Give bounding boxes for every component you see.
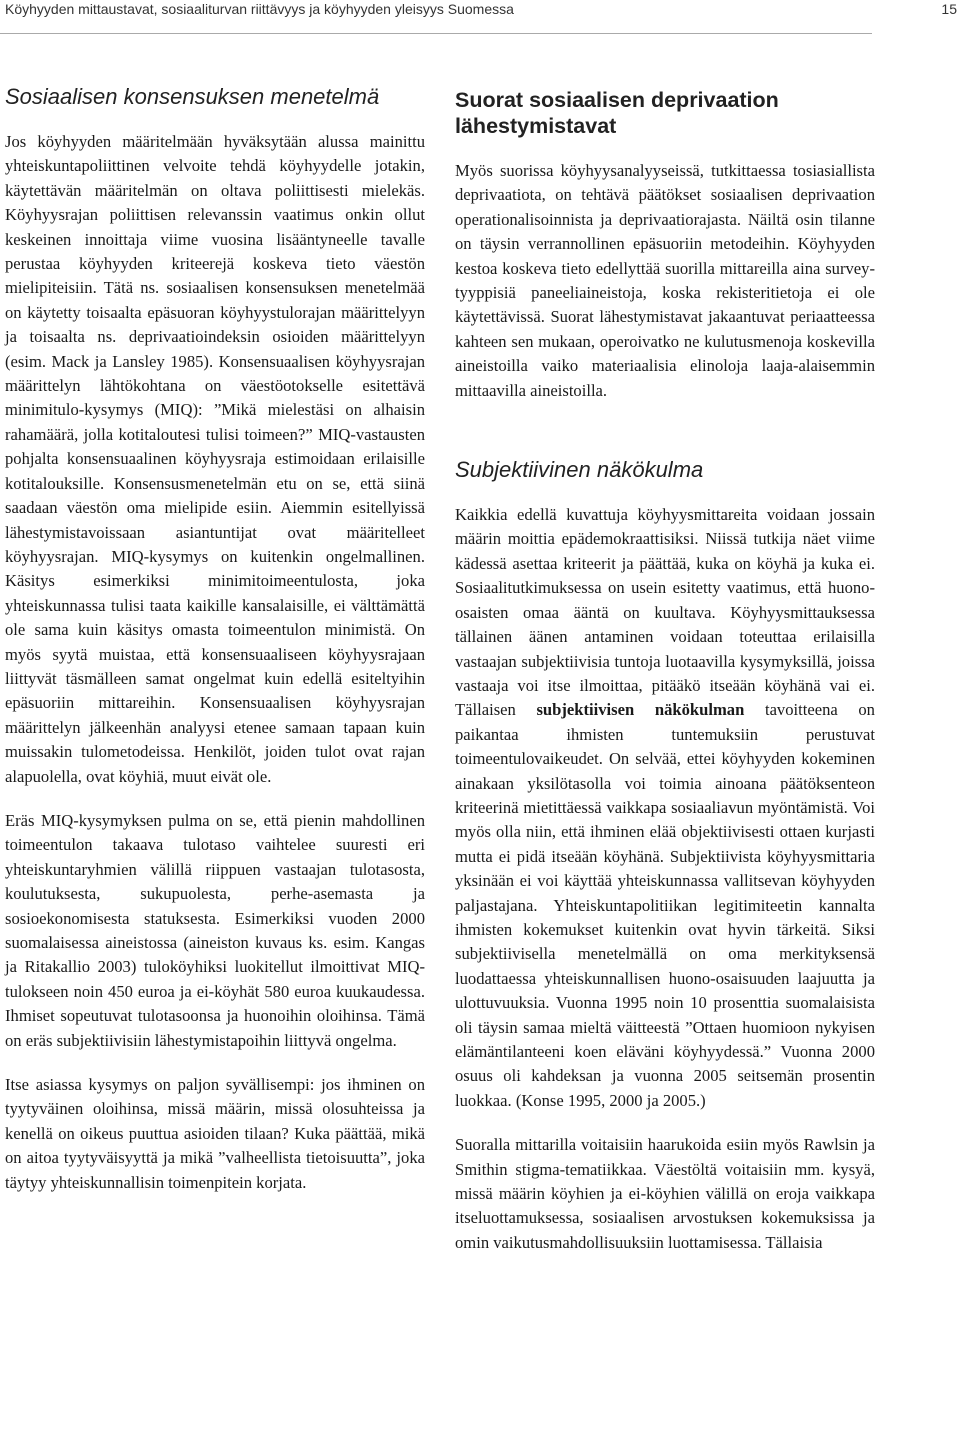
paragraph-text: Kaikkia edellä kuvattuja köyhyysmittareita voidaan jossain määrin moittia epädemokraattisiksi. Niissä tutkija näet viime kädessä asettaa kriteerit ja päättää, kuka on köyhä ja kuka ei. Sosiaalitutkimuksessa on usein esitetty vaatimus, että huono-osaisten omaa ääntä on kuultava. Köyhyysmittauksessa tällainen äänen antaminen voidaan toteuttaa erilaisilla vastaajan subjektiivisia tuntoja luotaavilla kysymyksillä, joissa vastaaja voi itse ilmoittaa, pitääkö itseään köyhänä vai ei. Tällaisen <box>455 505 875 720</box>
section-heading-subjective: Subjektiivinen näkökulma <box>455 457 704 483</box>
emphasized-term: subjektiivisen näkökulman <box>536 700 745 720</box>
paragraph: Eräs MIQ-kysymyksen pulma on se, että pienin mahdollinen toimeentulon takaava tulotaso vaihtelee suuresti eri yhteiskuntaryhmien välillä riippuen vastaajan tulotasosta, koulutuksesta, sukupuolesta, perhe-asemasta ja sosioekonomisesta statuksesta. Esimerkiksi vuoden 2000 suomalaisessa aineistossa (aineiston kuvaus ks. esim. Kangas ja Ritakallio 2003) tuloköyhiksi luokitellut ilmoittivat MIQ-tulokseen noin 450 euroa ja ei-köyhät 580 euroa kuukaudessa. Ihmiset sopeutuvat tulotasoonsa ja huonoihin oloihinsa. Tämä on eräs subjektiivisiin lähestymistapoihin liittyvä ongelma. <box>5 810 425 1050</box>
section-heading-direct-deprivation: Suorat sosiaalisen deprivaation lähestymistavat <box>455 88 779 138</box>
page-header <box>5 0 957 26</box>
paragraph: Myös suorissa köyhyysanalyyseissä, tutkittaessa tosiasiallista deprivaatiota, on tehtävä päätökset sosiaalisen deprivaation operationalisoinnista ja deprivaatiorajasta. Näiltä osin tilanne on täysin verrannollinen epäsuoriin metodeihin. Köyhyyden kestoa koskeva tieto edellyttää suorilla mittareilla aina survey-tyyppisiä paneeliaineistoja, koska rekisteritietoja ei ole käytettävissä. Suorat lähestymistavat jakaantuvat periaatteessa kahteen sen mukaan, operoivatko ne kulutusmenoja koskevilla aineistoilla vaiko materiaalisia elinoloja laaja-alaisemmin mittaavilla aineistoilla. <box>455 161 875 400</box>
left-column <box>5 80 425 1195</box>
paragraph-text: tavoitteena on paikantaa ihmisten tuntemuksiin perustuvat toimeentulovaikeudet. On selvää, ettei köyhyyden kokeminen ainakaan yksilötasolla voi toimia ainoana päätöksenteon kriteerinä mietittäessä vaikkapa sosiaaliavun myöntämistä. Voi myös olla niin, että ihminen elää objektiivisesti ottaen kurjasti mutta ei pidä itseään köyhänä. Subjektiivista köyhyysmittaria yksinään ei voi käyttää yhteiskunnassa vallitsevan köyhyyden paljastajana. Yhteiskuntapolitiikan legitimiteetin kannalta ihmisten kokemukset kuitenkin ovat hyvin tärkeitä. Siksi subjektiivisella menetelmällä on oma merkityksensä luodattaessa yhteiskunnallisen huono-osaisuuden laajuutta ja ulottuvuuksia. Vuonna 1995 noin 10 prosenttia suomalaisista oli täysin samaa mieltä väitteestä ”Ottaen huomioon nykyisen elämäntilanteeni koen eläväni köyhyydessä.” Vuonna 2000 osuus oli kahdeksan ja vuonna 2005 seitsemän prosentin luokkaa. (Konse 1995, 2000 ja 2005.) <box>455 700 875 1110</box>
section-heading-consensus: Sosiaalisen konsensuksen menetelmä <box>5 84 380 109</box>
running-title: Köyhyyden mittaustavat, sosiaaliturvan riittävyys ja köyhyyden yleisyys Suomessa <box>5 1 514 17</box>
page-number: 15 <box>941 1 957 17</box>
header-divider <box>0 33 872 34</box>
right-column <box>455 80 875 1255</box>
paragraph: Itse asiassa kysymys on paljon syvällisempi: jos ihminen on tyytyväinen oloihinsa, missä määrin, missä olosuhteissa ja kenellä on oikeus puuttua asioiden tilaan? Kuka päättää, mikä on aitoa tyytyväisyyttä ja mikä ”valheellista tietoisuutta”, joka täytyy yhteiskunnallisin toimenpitein korjata. <box>5 1075 425 1192</box>
paragraph <box>455 503 875 1113</box>
paragraph: Jos köyhyyden määritelmään hyväksytään alussa mainittu yhteiskuntapoliittinen velvoite tehdä köyhyydelle jotakin, käytettävän määritelmän on oltava poliittisesti mielekäs. Köyhyysrajan poliittisen relevanssin vaatimus onkin ollut keskeinen innoittaja viime vuosina lisääntyneelle tavalle perustaa köyhyyden kriteerejä koskeva tieto väestön mielipiteisiin. Tätä ns. sosiaalisen konsensuksen menetelmää on käytetty toisaalta epäsuoran köyhyystulorajan määrittelyyn ja toisaalta ns. deprivaatioindeksin osioiden määrittelyyn (esim. Mack ja Lansley 1985). Konsensuaalisen köyhyysrajan määrittelyn lähtökohtana on väestöotokselle esitettävä minimitulo-kysymys (MIQ): ”Mikä mielestäsi on alhaisin rahamäärä, jolla kotitaloutesi tulisi toimeen?” MIQ-vastausten pohjalta konsensuaalinen köyhyysraja estimoidaan erilaisille kotitalouksille. Konsensusmenetelmän etu on se, että siinä saadaan väestön oma mielipide esiin. Aiemmin esitellyissä lähestymistavoissaan asiantuntijat ovat määritelleet köyhyysrajan. MIQ-kysymys on kuitenkin ongelmallinen. Käsitys esimerkiksi minimitoimeentulosta, joka yhteiskunnassa tulisi taata kaikille kansalaisille, ei välttämättä ole sama kuin käsitys omasta toimeentulon minimistä. On myös syytä muistaa, että konsensuaaliseen köyhyysrajaan liittyvät täsmälleen samat ongelmat kuin edellä esiteltyihin epäsuoriin mittareihin. Konsensuaalisen köyhyysrajan määrittelyn jälkeenhän analyysi etenee samaan tapaan kuin muissakin tulometodeissa. Henkilöt, joiden tulot ovat rajan alapuolella, ovat köyhiä, muut eivät ole. <box>5 132 425 786</box>
paragraph: Suoralla mittarilla voitaisiin haarukoida esiin myös Rawlsin ja Smithin stigma-tematiikkaa. Väestöltä voitaisiin mm. kysyä, missä määrin köyhien ja ei-köyhien välillä on eroja vaikkapa itseluottamuksessa, sosiaalisen arvostuksen kokemuksissa ja omin vaikutusmahdollisuuksiin luottamisessa. Tällaisia <box>455 1135 875 1252</box>
